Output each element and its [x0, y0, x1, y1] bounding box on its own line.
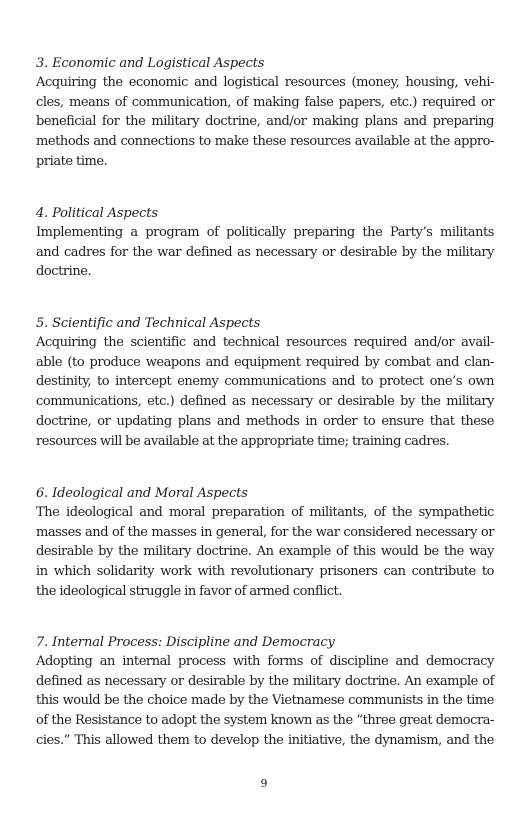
section-scientific-technical: [36, 314, 494, 451]
paragraph-line: destinity, to intercept enemy communications and to protect one’s own: [36, 374, 494, 390]
paragraph-line: cies.” This allowed them to develop the initiative, the dynamism, and the: [36, 732, 494, 748]
page-number: 9: [260, 777, 268, 790]
paragraph-line: of the Resistance to adopt the system known as the “three great democra-: [36, 713, 494, 729]
paragraph-line: The ideological and moral preparation of militants, of the sympathetic: [36, 505, 494, 520]
paragraph-line: this would be the choice made by the Vietnamese communists in the time: [36, 693, 494, 709]
paragraph-line: masses and of the masses in general, for the war considered necessary or: [36, 524, 494, 540]
section-paragraph: [36, 652, 494, 751]
paragraph-line: able (to produce weapons and equipment required by combat and clan-: [36, 354, 494, 370]
paragraph-line: Adopting an internal process with forms of discipline and democracy: [36, 654, 494, 669]
paragraph-line: and cadres for the war defined as necessary or desirable by the military: [36, 244, 494, 260]
section-heading: 5. Scientific and Technical Aspects: [36, 316, 261, 331]
section-heading: 7. Internal Process: Discipline and Democracy: [36, 635, 335, 650]
paragraph-line: Acquiring the scientific and technical resources required and/or avail-: [36, 335, 494, 350]
paragraph-line: Acquiring the economic and logistical resources (money, housing, vehi-: [36, 75, 494, 90]
paragraph-line: the ideological struggle in favor of armed conflict.: [36, 583, 343, 599]
paragraph-line: methods and connections to make these resources available at the appro-: [36, 134, 494, 150]
section-paragraph: [36, 503, 494, 602]
paragraph-line: cles, means of communication, of making false papers, etc.) required or: [36, 94, 494, 110]
section-heading: 3. Economic and Logistical Aspects: [36, 56, 265, 71]
paragraph-line: beneficial for the military doctrine, and/or making plans and preparing: [36, 114, 494, 130]
section-internal-process: [36, 633, 494, 751]
paragraph-line: communications, etc.) defined as necessary or desirable by the military: [36, 394, 494, 410]
paragraph-line: Implementing a program of politically preparing the Party’s militants: [36, 225, 494, 240]
section-economic-logistical: [36, 54, 494, 172]
paragraph-line: defined as necessary or desirable by the military doctrine. An example of: [36, 673, 494, 689]
paragraph-line: doctrine.: [36, 264, 92, 280]
section-heading: 4. Political Aspects: [36, 206, 158, 221]
section-political: [36, 204, 494, 282]
paragraph-line: in which solidarity work with revolutionary prisoners can contribute to: [36, 564, 494, 580]
section-heading: 6. Ideological and Moral Aspects: [36, 486, 248, 501]
paragraph-line: priate time.: [36, 153, 108, 169]
section-paragraph: [36, 333, 494, 451]
paragraph-line: resources will be available at the appropriate time; training cadres.: [36, 433, 450, 449]
paragraph-line: desirable by the military doctrine. An example of this would be the way: [36, 544, 494, 560]
section-paragraph: [36, 73, 494, 172]
section-ideological-moral: [36, 484, 494, 602]
section-paragraph: [36, 223, 494, 282]
paragraph-line: doctrine, or updating plans and methods in order to ensure that these: [36, 413, 494, 429]
